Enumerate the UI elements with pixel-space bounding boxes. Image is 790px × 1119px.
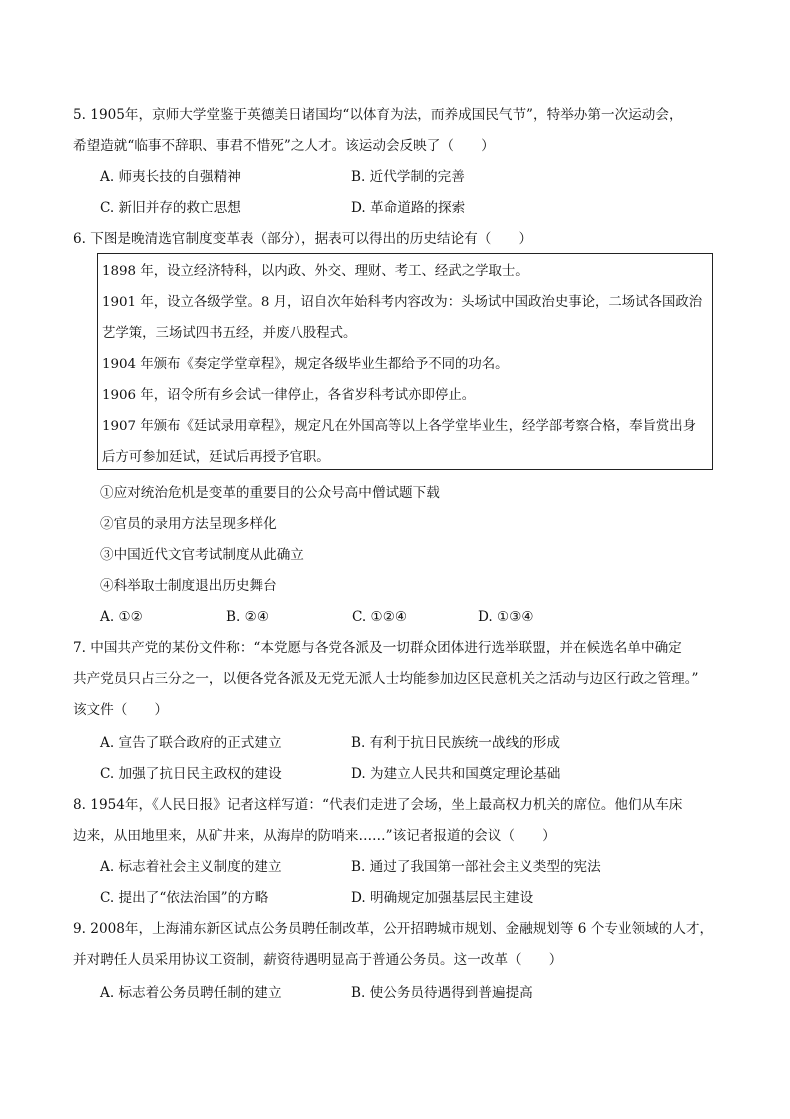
table-row: 1904 年颁布《奏定学堂章程》，规定各级毕业生都给予不同的功名。 bbox=[102, 357, 509, 372]
q5-stem-line2: 希望造就“临事不辞职、事君不惜死”之人才。该运动会反映了（ ） bbox=[73, 138, 495, 154]
q8-option-b: B. 通过了我国第一部社会主义类型的宪法 bbox=[351, 859, 601, 875]
q8-option-a: A. 标志着社会主义制度的建立 bbox=[100, 859, 282, 875]
q7-stem-line1: 7. 中国共产党的某份文件称：“本党愿与各党各派及一切群众团体进行选举联盟，并在候选名单中确定 bbox=[73, 640, 682, 656]
q7-option-b: B. 有利于抗日民族统一战线的形成 bbox=[351, 735, 560, 751]
table-row: 1906 年，诏令所有乡会试一律停止，各省岁科考试亦即停止。 bbox=[102, 388, 476, 403]
q6-option-a: A. ①② bbox=[100, 609, 143, 625]
q5-option-c: C. 新旧并存的救亡思想 bbox=[100, 200, 241, 216]
q9-stem-line1: 9. 2008年，上海浦东新区试点公务员聘任制改革，公开招聘城市规划、金融规划等 6 个专业领域的人才， bbox=[73, 921, 714, 937]
q9-option-a: A. 标志着公务员聘任制的建立 bbox=[100, 985, 282, 1001]
q6-statement-3: ③中国近代文官考试制度从此确立 bbox=[100, 547, 304, 563]
q9-stem-line2: 并对聘任人员采用协议工资制，薪资待遇明显高于普通公务员。这一改革（ ） bbox=[73, 952, 563, 968]
q9-option-b: B. 使公务员待遇得到普遍提高 bbox=[351, 985, 533, 1001]
q5-option-b: B. 近代学制的完善 bbox=[351, 169, 465, 185]
q8-option-d: D. 明确规定加强基层民主建设 bbox=[351, 890, 534, 906]
q6-stem-line1: 6. 下图是晚清选官制度变革表（部分），据表可以得出的历史结论有（ ） bbox=[73, 231, 533, 247]
q6-option-c: C. ①②④ bbox=[352, 609, 408, 625]
q7-stem-line3: 该文件（ ） bbox=[73, 702, 169, 718]
table-row: 后方可参加廷试，廷试后再授予官职。 bbox=[102, 450, 330, 465]
q7-option-a: A. 宣告了联合政府的正式建立 bbox=[100, 735, 282, 751]
q7-stem-line2: 共产党员只占三分之一，以便各党各派及无党无派人士均能参加边区民意机关之活动与边区行政之管理。” bbox=[73, 671, 699, 687]
q6-reform-table bbox=[97, 253, 713, 470]
q5-option-a: A. 师夷长技的自强精神 bbox=[100, 169, 241, 185]
q6-option-b: B. ②④ bbox=[226, 609, 270, 625]
q5-stem-line1: 5. 1905年，京师大学堂鉴于英德美日诸国均“以体育为法，而养成国民气节”，特举办第一次运动会， bbox=[73, 107, 683, 123]
q7-option-c: C. 加强了抗日民主政权的建设 bbox=[100, 766, 282, 782]
table-row: 1901 年，设立各级学堂。8 月，诏自次年始科考内容改为：头场试中国政治史事论，二场试各国政治 bbox=[102, 295, 703, 310]
q7-option-d: D. 为建立人民共和国奠定理论基础 bbox=[351, 766, 561, 782]
q5-option-d: D. 革命道路的探索 bbox=[351, 200, 466, 216]
table-row: 1907 年颁布《廷试录用章程》，规定凡在外国高等以上各学堂毕业生，经学部考察合格，奉旨赏出身 bbox=[102, 419, 697, 434]
q6-statement-1: ①应对统治危机是变革的重要目的公众号高中僧试题下载 bbox=[100, 485, 440, 501]
q6-statement-2: ②官员的录用方法呈现多样化 bbox=[100, 516, 277, 532]
q6-statement-4: ④科举取士制度退出历史舞台 bbox=[100, 578, 277, 594]
table-row: 艺学策，三场试四书五经，并废八股程式。 bbox=[102, 326, 357, 341]
q8-stem-line1: 8. 1954年，《人民日报》记者这样写道：“代表们走进了会场，坐上最高权力机关的席位。他们从车床 bbox=[73, 797, 683, 813]
table-row: 1898 年，设立经济特科，以内政、外交、理财、考工、经武之学取士。 bbox=[102, 264, 529, 279]
q6-option-d: D. ①③④ bbox=[478, 609, 534, 625]
q8-option-c: C. 提出了“依法治国”的方略 bbox=[100, 890, 269, 906]
q8-stem-line2: 边来，从田地里来，从矿井来，从海岸的防哨来……”该记者报道的会议（ ） bbox=[73, 828, 556, 844]
